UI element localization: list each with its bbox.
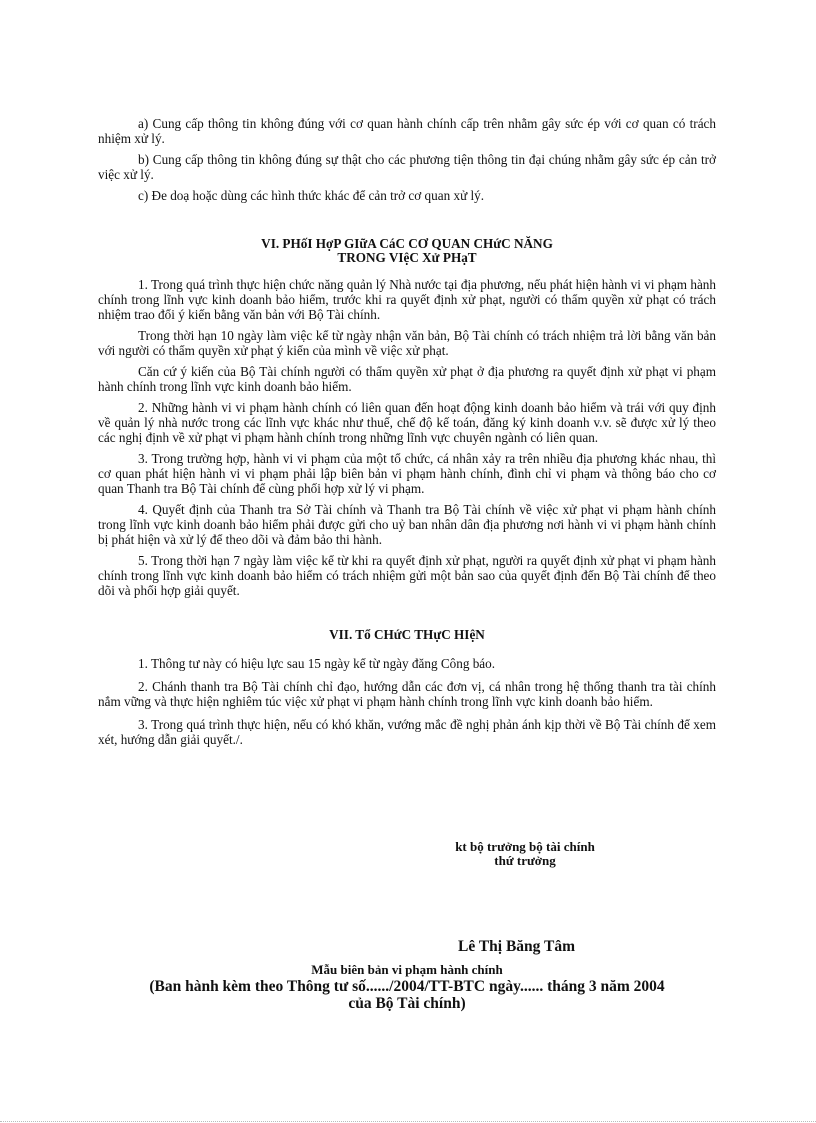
form-issued-note (98, 978, 716, 1012)
signature-subtitle: thứ trưởng (494, 853, 556, 868)
section6-title-line2: TRONG VIệC Xử PHạT (337, 250, 477, 265)
signature-block (430, 840, 620, 868)
section7-title: VII. Tổ CHứC THựC HIệN (329, 627, 485, 642)
item-a: a) Cung cấp thông tin không đúng với cơ quan hành chính cấp trên nhằm gây sức ép với cơ quan có trách nhiệm xử lý. (98, 116, 716, 146)
item-c: c) Đe doạ hoặc dùng các hình thức khác để cản trở cơ quan xử lý. (138, 188, 485, 203)
page-bottom-divider (0, 1121, 816, 1122)
form-issued-line2: của Bộ Tài chính) (348, 995, 466, 1012)
s7-para-3: 3. Trong quá trình thực hiện, nếu có khó khăn, vướng mắc đề nghị phản ánh kịp thời về Bộ Tài chính để xem xét, hướng dẫn giải quyết./. (98, 717, 716, 747)
signer-name: Lê Thị Băng Tâm (458, 938, 576, 955)
form-title: Mẫu biên bản vi phạm hành chính (311, 962, 503, 977)
s6-para-2: Trong thời hạn 10 ngày làm việc kể từ ngày nhận văn bản, Bộ Tài chính có trách nhiệm trả lời bằng văn bản với người có thẩm quyền xử phạt ý kiến của mình về việc xử phạt. (98, 328, 716, 358)
item-b: b) Cung cấp thông tin không đúng sự thật cho các phương tiện thông tin đại chúng nhằm gây sức ép cản trở việc xử lý. (98, 152, 716, 182)
s7-para-1: 1. Thông tư này có hiệu lực sau 15 ngày kể từ ngày đăng Công báo. (138, 656, 496, 671)
section6-title-line1: VI. PHốI HợP GIữA CáC CƠ QUAN CHứC NĂNG (261, 236, 553, 251)
s6-para-7: 5. Trong thời hạn 7 ngày làm việc kể từ khi ra quyết định xử phạt, người ra quyết định xử phạt vi phạm hành chính trong lĩnh vực kinh doanh bảo hiểm có trách nhiệm gửi một bản sao của quyết định đến Bộ Tài chính để theo dõi và phối hợp giải quyết. (98, 553, 716, 598)
s7-para-2: 2. Chánh thanh tra Bộ Tài chính chỉ đạo, hướng dẫn các đơn vị, cá nhân trong hệ thống thanh tra tài chính nắm vững và thực hiện nghiêm túc việc xử phạt vi phạm hành chính trong lĩnh vực kinh doanh bảo hiểm. (98, 679, 716, 709)
form-issued-line1: (Ban hành kèm theo Thông tư số....../2004/TT-BTC ngày...... tháng 3 năm 2004 (149, 978, 665, 995)
s6-para-1: 1. Trong quá trình thực hiện chức năng quản lý Nhà nước tại địa phương, nếu phát hiện hành vi vi phạm hành chính trong lĩnh vực kinh doanh bảo hiểm, trước khi ra quyết định xử phạt, người có thẩm quyền xử phạt có trách nhiệm trao đổi ý kiến bằng văn bản với Bộ Tài chính. (98, 277, 716, 322)
s6-para-6: 4. Quyết định của Thanh tra Sở Tài chính và Thanh tra Bộ Tài chính về việc xử phạt vi phạm hành chính trong lĩnh vực kinh doanh bảo hiểm phải được gửi cho uỷ ban nhân dân địa phương nơi hành vi vi phạm hành chính bị phát hiện và xử lý để theo dõi và đảm bảo thi hành. (98, 502, 716, 547)
s6-para-3: Căn cứ ý kiến của Bộ Tài chính người có thẩm quyền xử phạt ở địa phương ra quyết định xử phạt vi phạm hành chính trong lĩnh vực kinh doanh bảo hiểm. (98, 364, 716, 394)
document-body (98, 116, 716, 747)
s6-para-4: 2. Những hành vi vi phạm hành chính có liên quan đến hoạt động kinh doanh bảo hiểm và trái với quy định về quản lý nhà nước trong các lĩnh vực khác như thuế, chế độ kế toán, đăng ký kinh doanh v.v. sẽ được xử lý theo các nghị định về xử phạt vi phạm hành chính trong những lĩnh vực chuyên ngành có liên quan. (98, 400, 716, 445)
signature-title: kt bộ trưởng bộ tài chính (455, 839, 595, 854)
s6-para-5: 3. Trong trường hợp, hành vi vi phạm của một tổ chức, cá nhân xảy ra trên nhiều địa phương khác nhau, thì cơ quan phát hiện hành vi vi phạm phải lập biên bản vi phạm hành chính, đình chỉ vi phạm và thông báo cho cơ quan Thanh tra Bộ Tài chính để cùng phối hợp xử lý vi phạm. (98, 451, 716, 496)
